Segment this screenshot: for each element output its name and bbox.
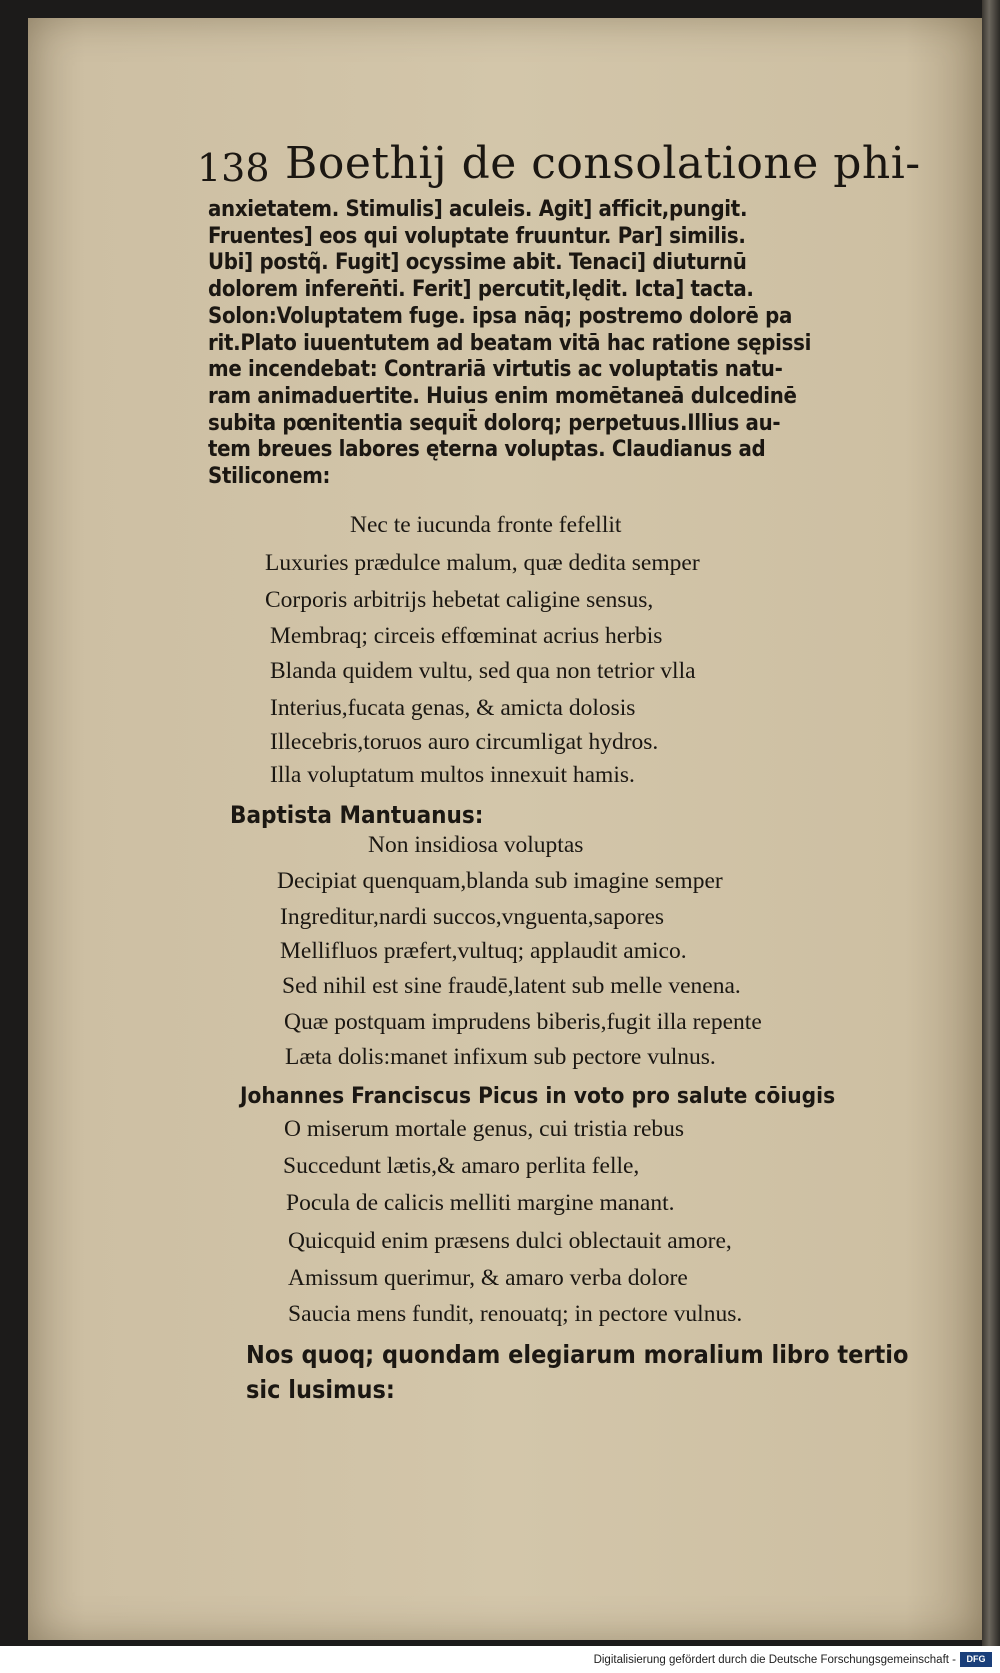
commentary-line: dolorem inferen̄ti. Ferit] percutit,lędit. Icta] tacta. — [208, 277, 754, 303]
verse-line: Corporis arbitrijs hebetat caligine sensus, — [265, 587, 654, 613]
commentary-line: me incendebat: Contrariā virtutis ac voluptatis natu- — [208, 357, 783, 383]
verse-line: Saucia mens fundit, renouatq; in pectore vulnus. — [288, 1301, 743, 1327]
verse-line: O miserum mortale genus, cui tristia rebus — [284, 1116, 685, 1142]
verse-line: Decipiat quenquam,blanda sub imagine semper — [277, 868, 723, 894]
funding-credit: Digitalisierung gefördert durch die Deutsche Forschungsgemeinschaft - — [593, 1654, 956, 1666]
closing-line: Nos quoq; quondam elegiarum moralium libro tertio — [246, 1340, 909, 1369]
commentary-line: rit.Plato iuuentutem ad beatam vitā hac ratione sępissi — [208, 330, 812, 356]
commentary-line: Ubi] postq̃. Fugit] ocyssime abit. Tenaci] diuturnū — [208, 250, 747, 276]
page-number: 138 — [197, 146, 270, 190]
verse-line: Illecebris,toruos auro circumligat hydros. — [270, 729, 659, 755]
verse-line: Mellifluos præfert,vultuq; applaudit amico. — [280, 938, 687, 964]
commentary-line: tem breues labores ęterna voluptas. Claudianus ad — [208, 437, 766, 463]
commentary-block — [208, 197, 908, 491]
heading-picus: Johannes Franciscus Picus in voto pro salute cōiugis — [240, 1083, 836, 1109]
commentary-line: ram animaduertite. Huius enim momētaneā dulcedinē — [208, 383, 797, 409]
verse-line: Illa voluptatum multos innexuit hamis. — [270, 762, 635, 788]
heading-mantuanus: Baptista Mantuanus: — [230, 801, 484, 829]
verse-line: Quæ postquam imprudens biberis,fugit illa repente — [284, 1009, 762, 1035]
verse-line: Interius,fucata genas, & amicta dolosis — [270, 695, 636, 721]
footer-bar — [0, 1646, 1000, 1673]
verse-line: Quicquid enim præsens dulci oblectauit amore, — [288, 1228, 732, 1254]
verse-line: Nec te iucunda fronte fefellit — [350, 512, 622, 538]
closing-line: sic lusimus: — [246, 1375, 395, 1404]
verse-line: Ingreditur,nardi succos,vnguenta,sapores — [280, 904, 665, 930]
running-title: Boethij de consolatione phi- — [285, 138, 921, 189]
dfg-logo: DFG — [960, 1652, 992, 1667]
book-edge — [982, 0, 1000, 1646]
page-header — [197, 130, 921, 200]
commentary-line: subita pœnitentia sequit̄ dolorq; perpetuus.Illius au- — [208, 410, 781, 436]
commentary-line: Stiliconem: — [208, 464, 331, 490]
verse-line: Læta dolis:manet infixum sub pectore vulnus. — [285, 1044, 716, 1070]
verse-line: Pocula de calicis melliti margine manant. — [286, 1190, 675, 1216]
commentary-line: Solon:Voluptatem fuge. ipsa nāq; postremo dolorē pa — [208, 303, 793, 329]
commentary-line: anxietatem. Stimulis] aculeis. Agit] afficit,pungit. — [208, 197, 748, 222]
verse-line: Luxuries prædulce malum, quæ dedita semper — [265, 550, 700, 576]
verse-line: Non insidiosa voluptas — [368, 832, 584, 858]
commentary-line: Fruentes] eos qui voluptate fruuntur. Par] similis. — [208, 223, 746, 249]
verse-line: Blanda quidem vultu, sed qua non tetrior vlla — [270, 658, 696, 684]
verse-line: Amissum querimur, & amaro verba dolore — [288, 1265, 688, 1291]
verse-line: Succedunt lætis,& amaro perlita felle, — [283, 1153, 640, 1179]
verse-line: Sed nihil est sine fraudē,latent sub melle venena. — [282, 973, 741, 999]
verse-line: Membraq; circeis effœminat acrius herbis — [270, 623, 663, 649]
